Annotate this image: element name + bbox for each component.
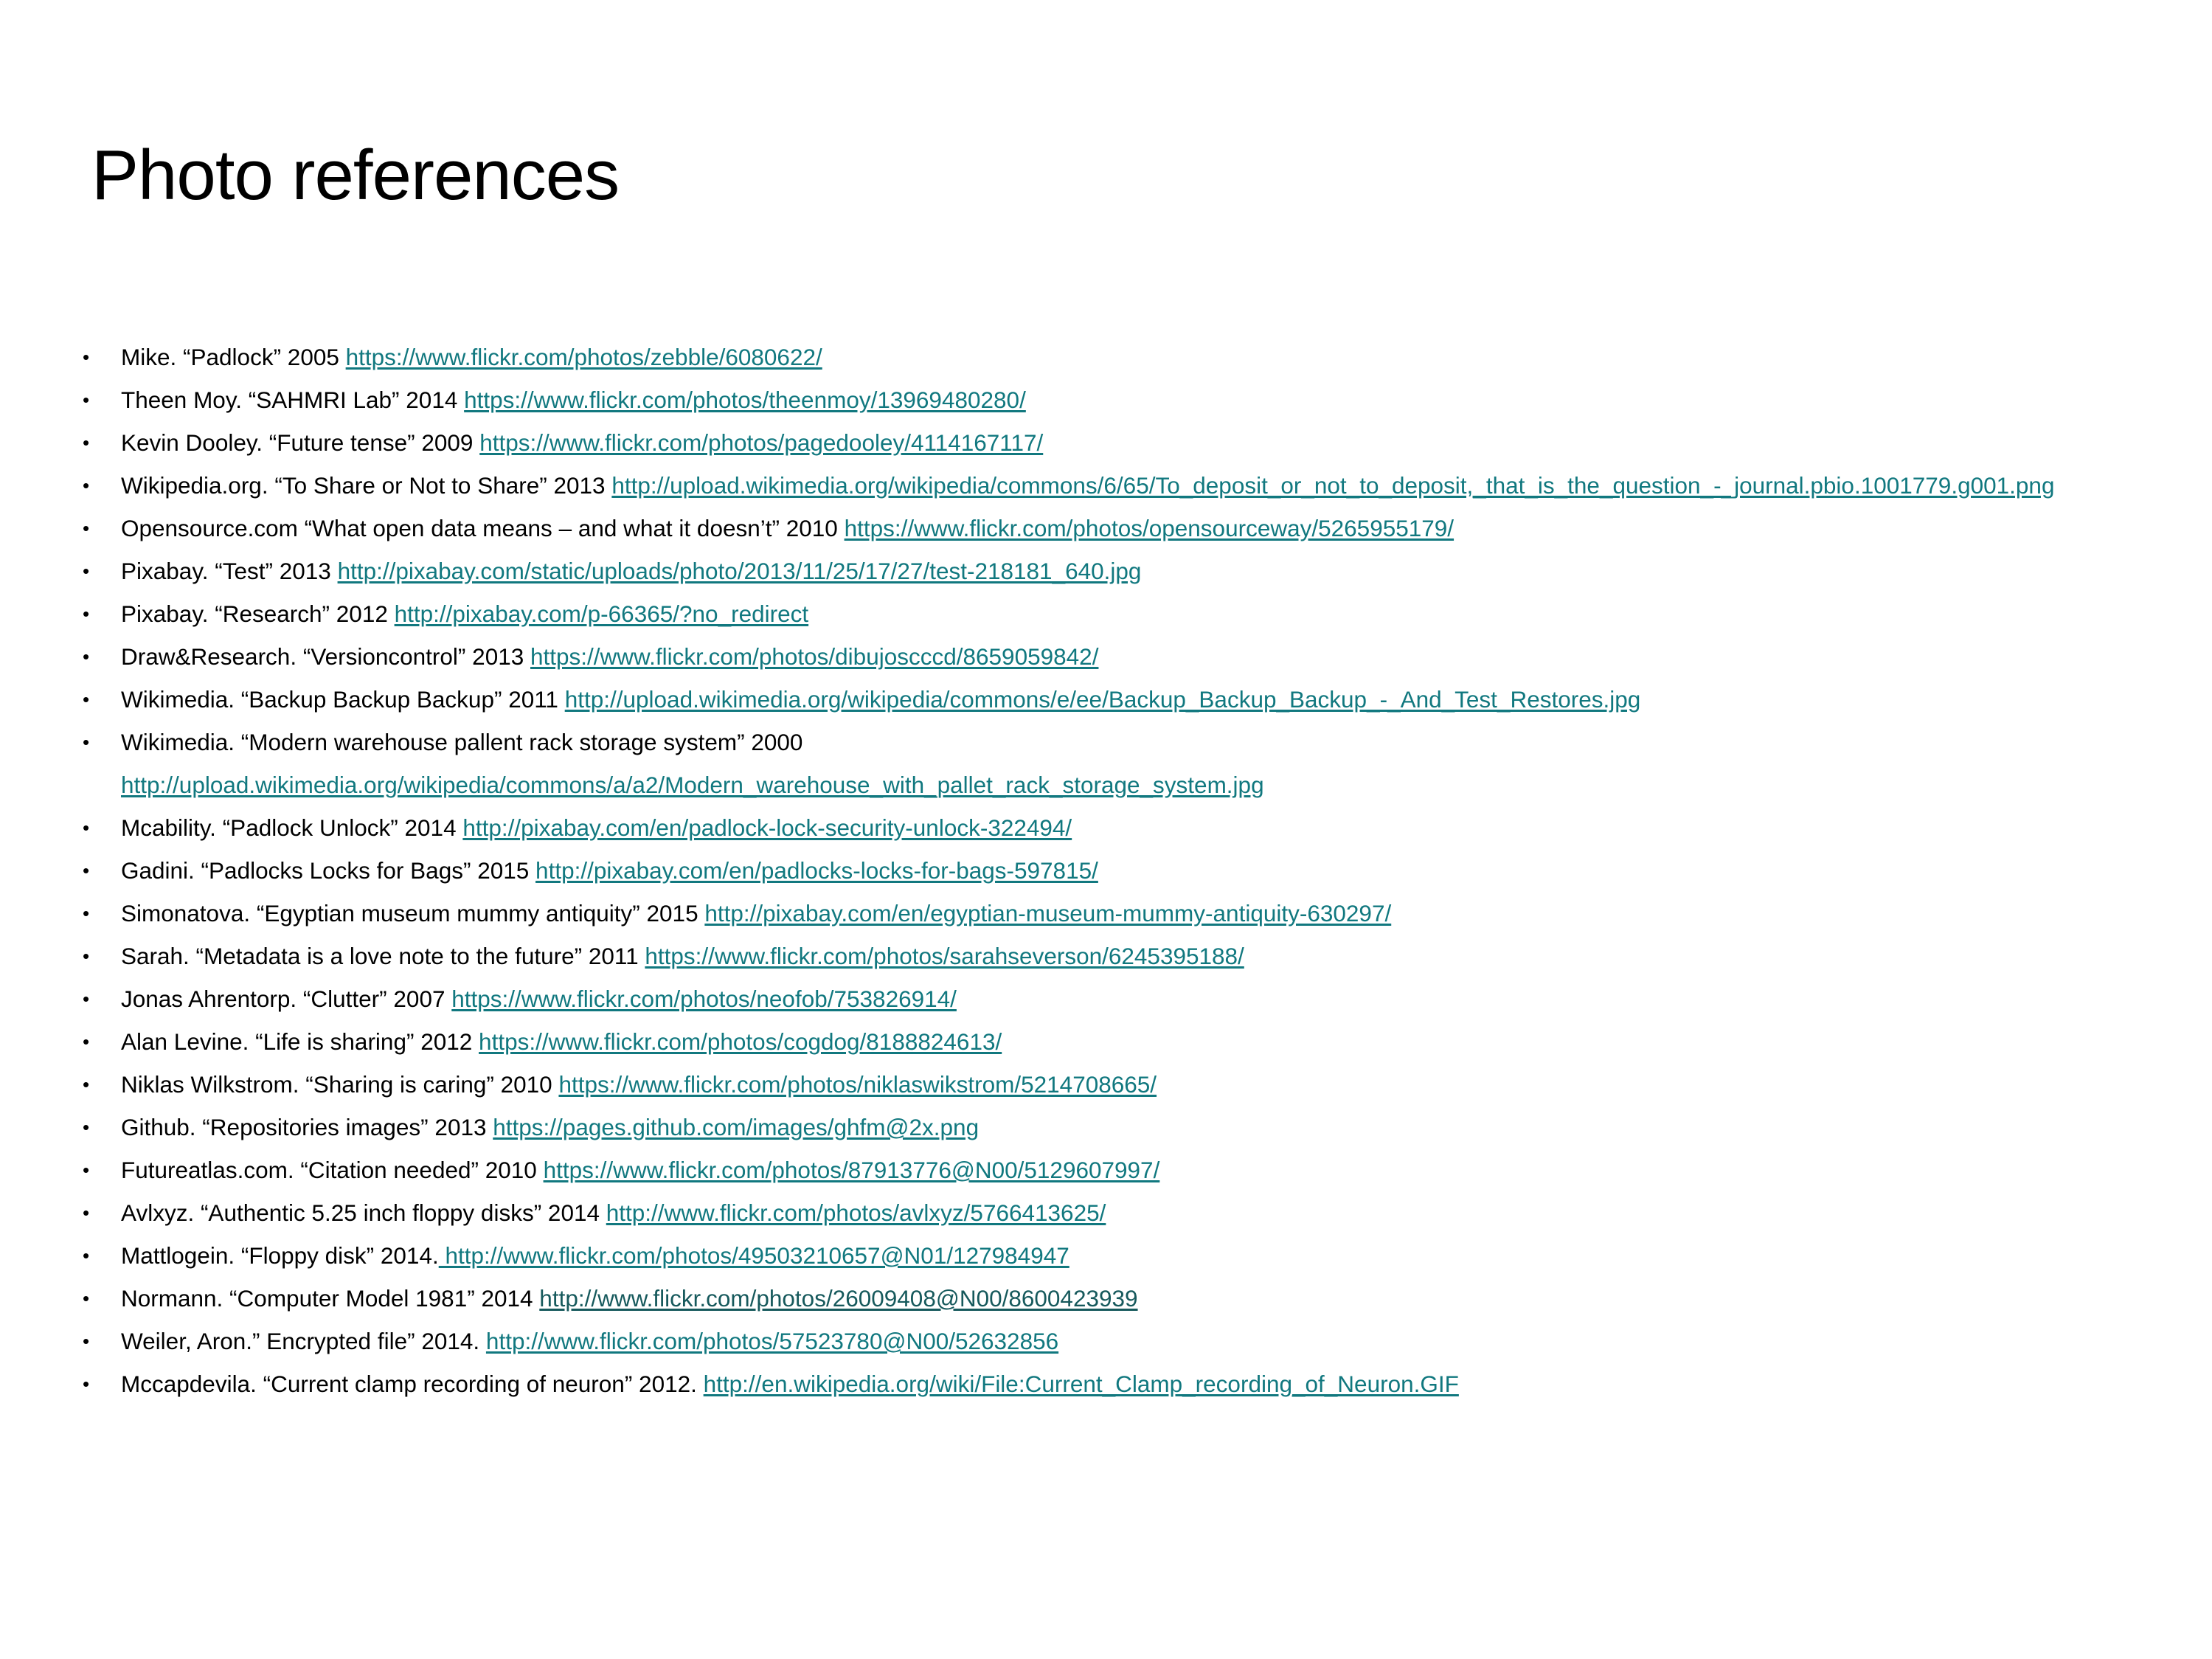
list-item bbox=[68, 378, 2185, 421]
page-title: Photo references bbox=[91, 136, 620, 215]
bullet-glyph: • bbox=[83, 1244, 90, 1267]
list-item bbox=[68, 507, 2185, 550]
reference-text: Opensource.com “What open data means – and what it doesn’t” 2010 bbox=[121, 515, 845, 541]
reference-link[interactable]: http://upload.wikimedia.org/wikipedia/commons/6/65/To_deposit_or_not_to_deposit,_that_is_the_question_-_journal.pbio.1001779.g001.png bbox=[611, 472, 2055, 499]
list-item bbox=[68, 635, 2185, 678]
bullet-glyph: • bbox=[83, 817, 90, 839]
reference-link[interactable]: http://www.flickr.com/photos/49503210657@N01/127984947 bbox=[438, 1242, 1069, 1269]
reference-text: Normann. “Computer Model 1981” 2014 bbox=[121, 1285, 540, 1312]
reference-text: Wikimedia. “Backup Backup Backup” 2011 bbox=[121, 686, 565, 713]
list-item bbox=[68, 935, 2185, 977]
reference-link[interactable]: https://www.flickr.com/photos/sarahseverson/6245395188/ bbox=[645, 943, 1244, 969]
list-item bbox=[68, 1106, 2185, 1149]
reference-text: Avlxyz. “Authentic 5.25 inch floppy disks” 2014 bbox=[121, 1199, 606, 1226]
list-item bbox=[68, 1149, 2185, 1191]
reference-link[interactable]: http://www.flickr.com/photos/avlxyz/5766413625/ bbox=[606, 1199, 1106, 1226]
bullet-glyph: • bbox=[83, 688, 90, 710]
list-item bbox=[68, 892, 2185, 935]
reference-link[interactable]: https://www.flickr.com/photos/zebble/6080622/ bbox=[345, 344, 822, 370]
bullet-glyph: • bbox=[83, 1073, 90, 1095]
bullet-glyph: • bbox=[83, 645, 90, 668]
bullet-glyph: • bbox=[83, 945, 90, 967]
reference-text: Gadini. “Padlocks Locks for Bags” 2015 bbox=[121, 857, 536, 884]
reference-link[interactable]: http://upload.wikimedia.org/wikipedia/commons/a/a2/Modern_warehouse_with_pallet_rack_storage_system.jpg bbox=[121, 772, 1264, 798]
reference-text: Mccapdevila. “Current clamp recording of neuron” 2012. bbox=[121, 1371, 704, 1397]
bullet-glyph: • bbox=[83, 859, 90, 882]
list-item bbox=[68, 1063, 2185, 1106]
reference-text: Sarah. “Metadata is a love note to the future” 2011 bbox=[121, 943, 645, 969]
list-item bbox=[68, 1277, 2185, 1320]
bullet-glyph: • bbox=[83, 1116, 90, 1138]
bullet-glyph: • bbox=[83, 902, 90, 924]
bullet-glyph: • bbox=[83, 474, 90, 496]
reference-text: Futureatlas.com. “Citation needed” 2010 bbox=[121, 1157, 544, 1183]
reference-text: Alan Levine. “Life is sharing” 2012 bbox=[121, 1028, 479, 1055]
list-item bbox=[68, 1191, 2185, 1234]
reference-text: Mcability. “Padlock Unlock” 2014 bbox=[121, 814, 463, 841]
reference-text: Niklas Wilkstrom. “Sharing is caring” 2010 bbox=[121, 1071, 559, 1098]
reference-link[interactable]: https://www.flickr.com/photos/theenmoy/13969480280/ bbox=[464, 387, 1026, 413]
reference-link[interactable]: http://pixabay.com/en/padlocks-locks-for-bags-597815/ bbox=[535, 857, 1098, 884]
reference-text: Draw&Research. “Versioncontrol” 2013 bbox=[121, 643, 531, 670]
list-item bbox=[68, 1234, 2185, 1277]
reference-link[interactable]: http://www.flickr.com/photos/57523780@N00/52632856 bbox=[485, 1328, 1059, 1354]
reference-link[interactable]: https://www.flickr.com/photos/niklaswikstrom/5214708665/ bbox=[558, 1071, 1157, 1098]
reference-text: Jonas Ahrentorp. “Clutter” 2007 bbox=[121, 986, 452, 1012]
list-item bbox=[68, 1362, 2185, 1405]
reference-text: Mattlogein. “Floppy disk” 2014. bbox=[121, 1242, 439, 1269]
reference-link[interactable]: https://www.flickr.com/photos/dibujoscccd/8659059842/ bbox=[530, 643, 1099, 670]
reference-link[interactable]: https://www.flickr.com/photos/cogdog/8188824613/ bbox=[479, 1028, 1002, 1055]
reference-link[interactable]: https://www.flickr.com/photos/neofob/753826914/ bbox=[451, 986, 957, 1012]
list-item bbox=[68, 336, 2185, 378]
bullet-glyph: • bbox=[83, 1159, 90, 1181]
reference-text: Kevin Dooley. “Future tense” 2009 bbox=[121, 429, 480, 456]
reference-text: Pixabay. “Test” 2013 bbox=[121, 558, 338, 584]
reference-link[interactable]: https://www.flickr.com/photos/opensourceway/5265955179/ bbox=[844, 515, 1455, 541]
list-item bbox=[68, 592, 2185, 635]
reference-text: Simonatova. “Egyptian museum mummy antiquity” 2015 bbox=[121, 900, 705, 927]
list-item bbox=[68, 464, 2185, 507]
reference-text: Github. “Repositories images” 2013 bbox=[121, 1114, 493, 1140]
list-item bbox=[68, 1020, 2185, 1063]
reference-text: Wikimedia. “Modern warehouse pallent rack storage system” 2000 bbox=[121, 729, 803, 755]
reference-link[interactable]: http://www.flickr.com/photos/26009408@N00/8600423939 bbox=[539, 1285, 1138, 1312]
list-item bbox=[68, 421, 2185, 464]
reference-link[interactable]: http://pixabay.com/en/padlock-lock-security-unlock-322494/ bbox=[462, 814, 1072, 841]
reference-text: Theen Moy. “SAHMRI Lab” 2014 bbox=[121, 387, 465, 413]
reference-text: Mike. “Padlock” 2005 bbox=[121, 344, 346, 370]
reference-link[interactable]: http://pixabay.com/en/egyptian-museum-mummy-antiquity-630297/ bbox=[704, 900, 1392, 927]
reference-link[interactable]: https://www.flickr.com/photos/87913776@N00/5129607997/ bbox=[543, 1157, 1160, 1183]
reference-text: Wikipedia.org. “To Share or Not to Share” 2013 bbox=[121, 472, 612, 499]
bullet-glyph: • bbox=[83, 1330, 90, 1352]
reference-link[interactable]: http://pixabay.com/p-66365/?no_redirect bbox=[394, 600, 809, 627]
list-item bbox=[68, 721, 2185, 806]
reference-link[interactable]: http://upload.wikimedia.org/wikipedia/commons/e/ee/Backup_Backup_Backup_-_And_Test_Restores.jpg bbox=[564, 686, 1641, 713]
bullet-glyph: • bbox=[83, 988, 90, 1010]
list-item bbox=[68, 1320, 2185, 1362]
list-item bbox=[68, 678, 2185, 721]
bullet-glyph: • bbox=[83, 517, 90, 539]
reference-link[interactable]: https://pages.github.com/images/ghfm@2x.png bbox=[493, 1114, 980, 1140]
bullet-glyph: • bbox=[83, 603, 90, 625]
list-item bbox=[68, 550, 2185, 592]
bullet-glyph: • bbox=[83, 432, 90, 454]
list-item bbox=[68, 849, 2185, 892]
list-item bbox=[68, 806, 2185, 849]
reference-link[interactable]: http://pixabay.com/static/uploads/photo/2013/11/25/17/27/test-218181_640.jpg bbox=[337, 558, 1142, 584]
bullet-glyph: • bbox=[83, 1287, 90, 1309]
bullet-glyph: • bbox=[83, 389, 90, 411]
bullet-glyph: • bbox=[83, 731, 90, 753]
reference-link[interactable]: https://www.flickr.com/photos/pagedooley/4114167117/ bbox=[479, 429, 1044, 456]
list-item bbox=[68, 977, 2185, 1020]
bullet-glyph: • bbox=[83, 1373, 90, 1395]
photo-references-list bbox=[68, 336, 2185, 1405]
reference-text: Pixabay. “Research” 2012 bbox=[121, 600, 395, 627]
bullet-glyph: • bbox=[83, 1202, 90, 1224]
bullet-glyph: • bbox=[83, 1031, 90, 1053]
reference-text: Weiler, Aron.” Encrypted file” 2014. bbox=[121, 1328, 486, 1354]
bullet-glyph: • bbox=[83, 560, 90, 582]
bullet-glyph: • bbox=[83, 346, 90, 368]
reference-link[interactable]: http://en.wikipedia.org/wiki/File:Current_Clamp_recording_of_Neuron.GIF bbox=[703, 1371, 1459, 1397]
